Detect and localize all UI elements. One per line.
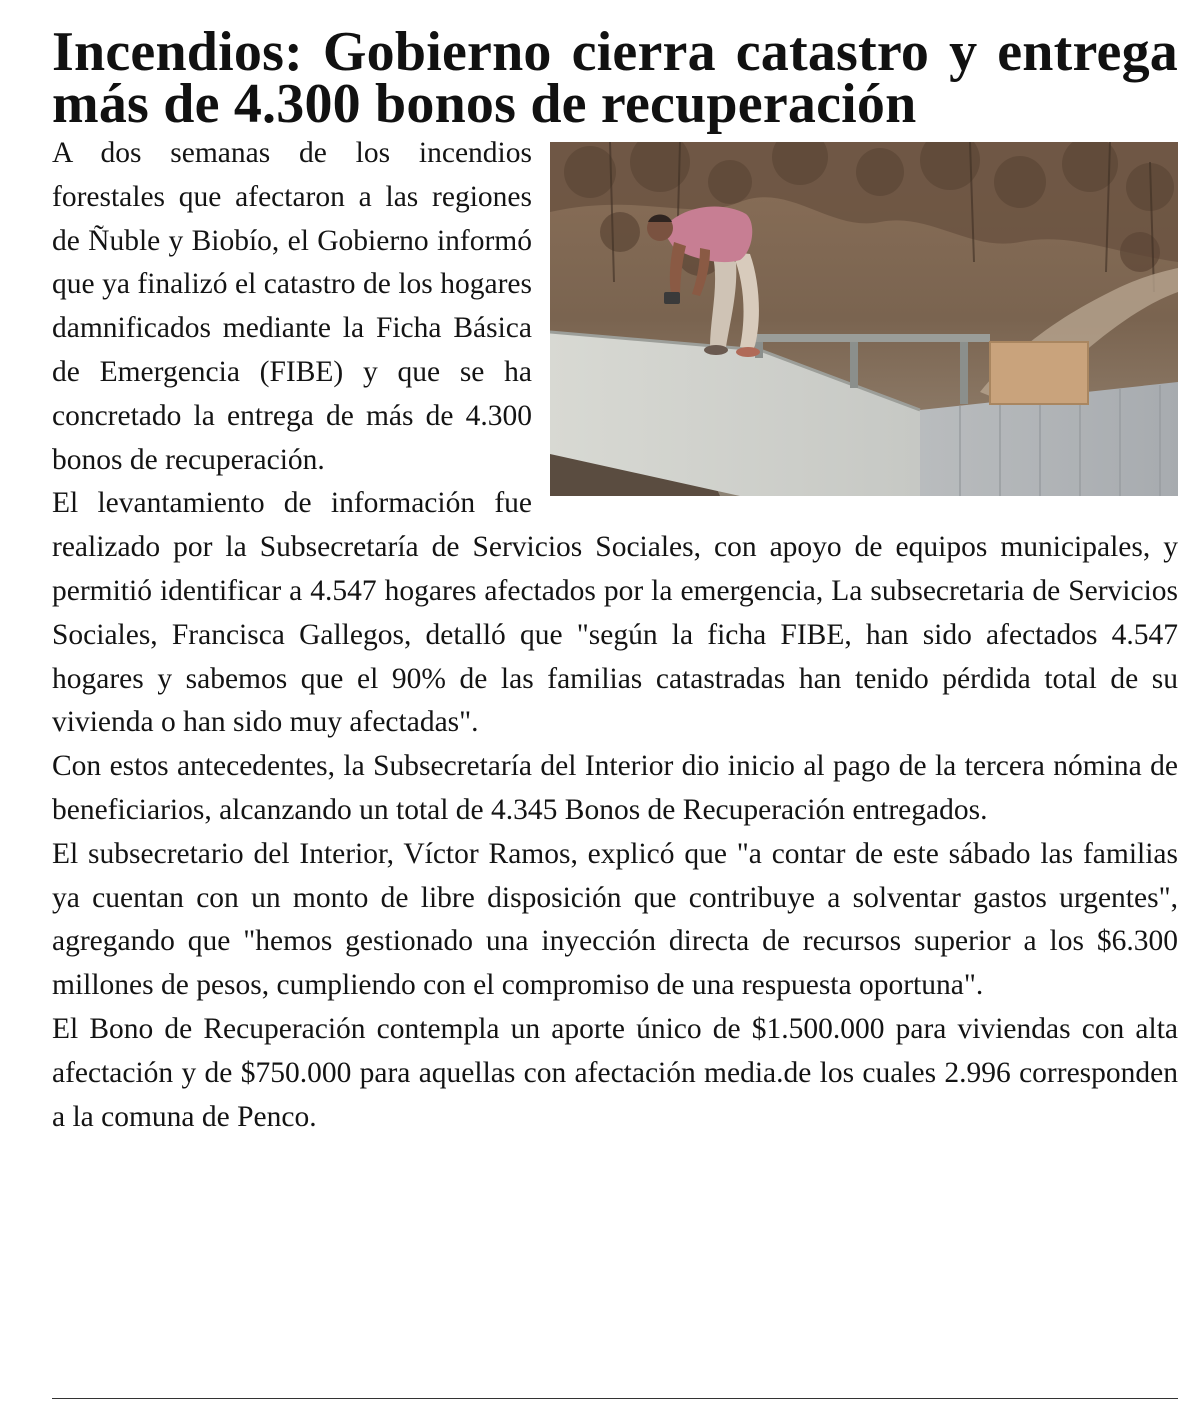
photo-worker-on-wall <box>550 142 1178 496</box>
paragraph-1: A dos semanas de los incendios forestales que afectaron a las regiones de Ñuble y Biobío, el Gobierno informó que ya finalizó el catastro de los hogares damnificados mediante la Ficha Básica de Emergencia (FIBE) y que se ha concretado la entrega de más de 4.300 bonos de recuperación. <box>52 137 532 476</box>
paragraph-2: El levantamiento de información fue realizado por la Subsecretaría de Servicios Sociales, con apoyo de equipos municipales, y permitió identificar a 4.547 hogares afectados por la emergencia, La subsecretaria de Servicios Sociales, Francisca Gallegos, detalló que "según la ficha FIBE, han sido afectados 4.547 hogares y sabemos que el 90% de las familias catastradas han tenido pérdida total de su vivienda o han sido muy afectadas". <box>52 487 1178 739</box>
article-photo <box>550 142 1178 496</box>
headline-line-2: más de 4.300 bonos de recuperación <box>52 73 917 135</box>
paragraph-3: Con estos antecedentes, la Subsecretaría del Interior dio inicio al pago de la tercera nómina de beneficiarios, alcanzando un total de 4.345 Bonos de Recuperación entregados. <box>52 750 1178 826</box>
bottom-divider <box>52 1398 1178 1399</box>
paragraph-4: El subsecretario del Interior, Víctor Ramos, explicó que "a contar de este sábado las familias ya cuentan con un monto de libre disposición que contribuye a solventar gastos urgentes", agregando que "hemos gestionado una inyección directa de recursos superior a los $6.300 millones de pesos, cumpliendo con el compromiso de una respuesta oportuna". <box>52 837 1178 1002</box>
headline <box>52 21 1178 135</box>
news-article <box>52 21 1178 1139</box>
paragraph-5: El Bono de Recuperación contempla un aporte único de $1.500.000 para viviendas con alta afectación y de $750.000 para aquellas con afectación media.de los cuales 2.996 corresponden a la comuna de Penco. <box>52 1012 1178 1133</box>
headline-line-1: Incendios: Gobierno cierra catastro y entrega <box>52 21 1178 83</box>
